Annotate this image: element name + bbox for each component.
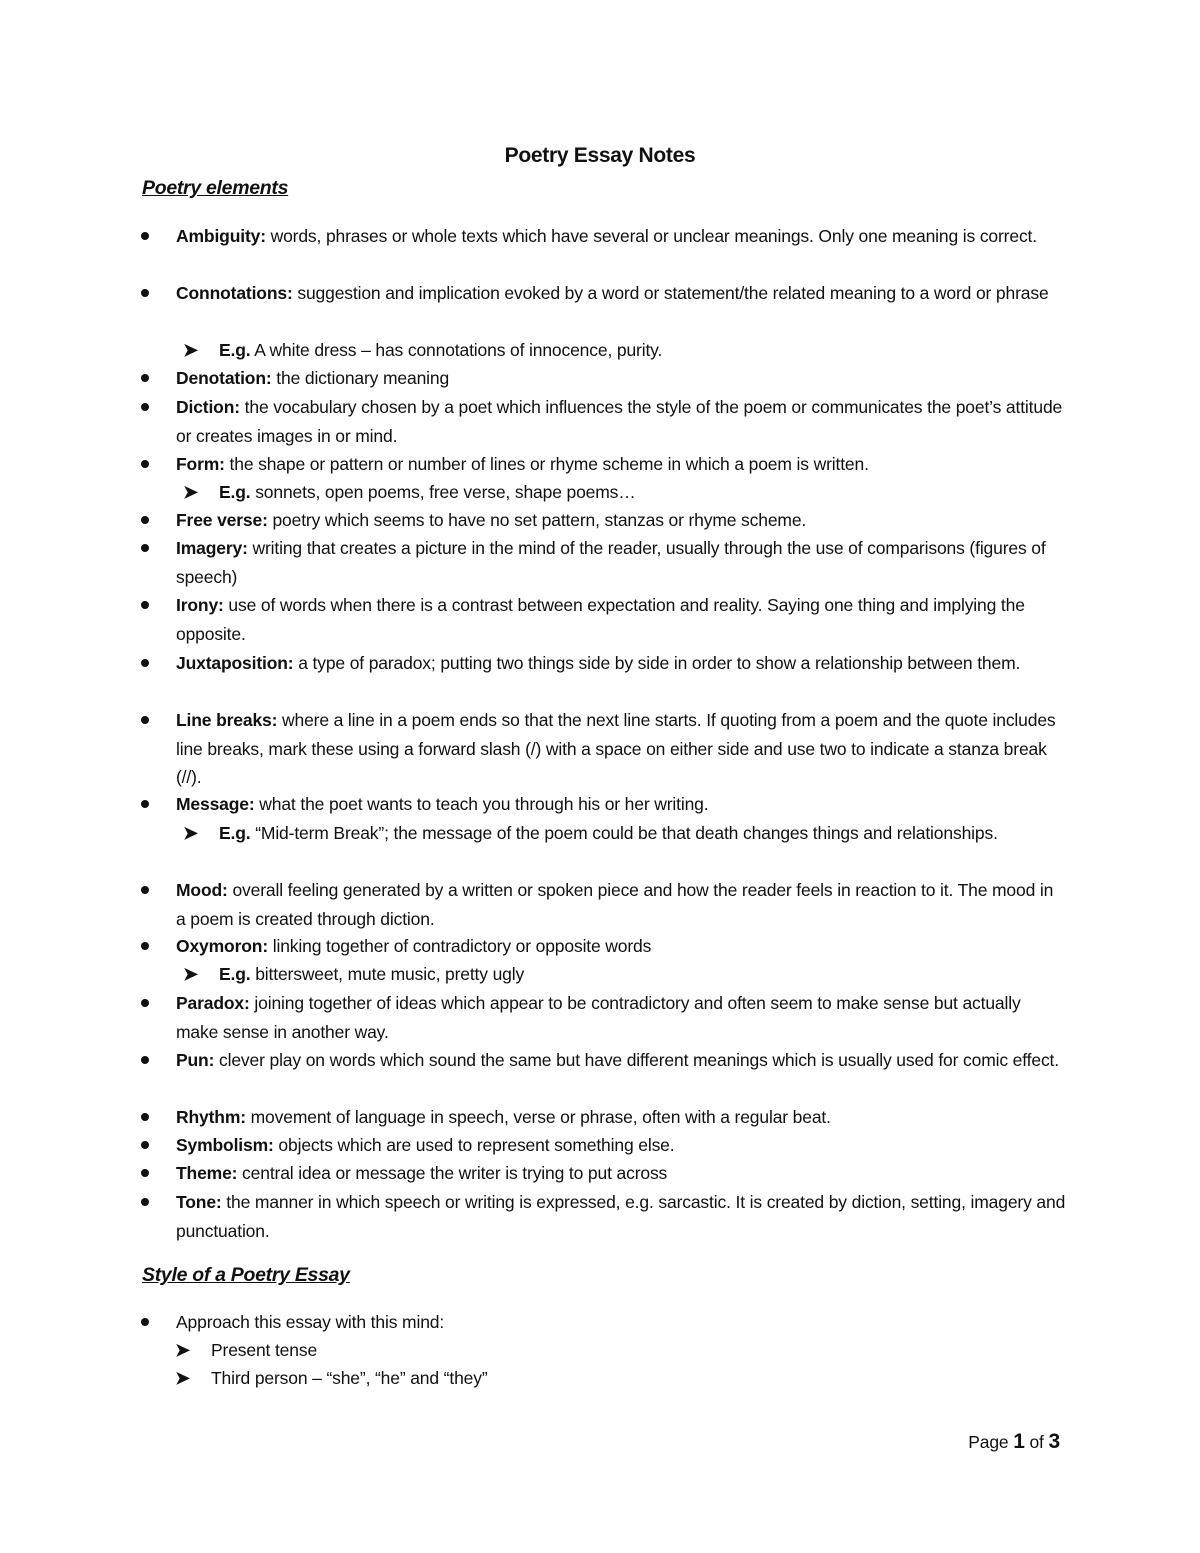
bullet-icon bbox=[141, 716, 149, 724]
term: Message: bbox=[176, 794, 255, 814]
term: Denotation: bbox=[176, 368, 272, 388]
term: E.g. bbox=[219, 823, 251, 843]
list-item bbox=[176, 1046, 1066, 1075]
page-label: Page bbox=[968, 1432, 1014, 1452]
definition: the dictionary meaning bbox=[271, 368, 450, 388]
arrow-bullet-icon: ➤ bbox=[183, 340, 198, 360]
sub-list-item bbox=[183, 819, 1059, 848]
bullet-icon bbox=[141, 403, 149, 411]
definition: sonnets, open poems, free verse, shape poems… bbox=[250, 482, 636, 502]
of-label: of bbox=[1024, 1432, 1049, 1452]
list-item-text: Approach this essay with this mind: bbox=[176, 1312, 445, 1332]
term: Line breaks: bbox=[176, 710, 278, 730]
definition: what the poet wants to teach you through his or her writing. bbox=[254, 794, 709, 814]
sub-list-item bbox=[183, 960, 1059, 989]
term: Imagery: bbox=[176, 538, 248, 558]
term: Ambiguity: bbox=[176, 226, 266, 246]
definition: overall feeling generated by a written or spoken piece and how the reader feels in reaction to it. The mood in a poem is created through diction. bbox=[176, 880, 1054, 929]
bullet-icon bbox=[141, 659, 149, 667]
term: Oxymoron: bbox=[176, 936, 268, 956]
page-number: 1 bbox=[1013, 1430, 1025, 1453]
section-heading-poetry-elements: Poetry elements bbox=[142, 177, 289, 199]
section-heading-style: Style of a Poetry Essay bbox=[142, 1264, 350, 1286]
term: Paradox: bbox=[176, 993, 250, 1013]
list-item bbox=[176, 932, 1066, 961]
bullet-icon bbox=[141, 1198, 149, 1206]
arrow-bullet-icon: ➤ bbox=[175, 1340, 190, 1360]
sub-list-item bbox=[183, 336, 1059, 365]
term: Mood: bbox=[176, 880, 228, 900]
list-item bbox=[176, 506, 1066, 535]
list-item bbox=[176, 450, 1066, 479]
bullet-icon bbox=[141, 1318, 149, 1326]
sub-list-item bbox=[175, 1336, 1051, 1365]
definition: linking together of contradictory or opposite words bbox=[268, 936, 652, 956]
list-item bbox=[176, 1159, 1066, 1188]
list-item bbox=[176, 989, 1066, 1046]
bullet-icon bbox=[141, 942, 149, 950]
definition: the shape or pattern or number of lines or rhyme scheme in which a poem is written. bbox=[224, 454, 869, 474]
list-item bbox=[176, 1188, 1066, 1245]
list-item bbox=[176, 364, 1066, 393]
definition: poetry which seems to have no set pattern, stanzas or rhyme scheme. bbox=[267, 510, 807, 530]
list-item bbox=[176, 393, 1066, 450]
definition: use of words when there is a contrast between expectation and reality. Saying one thing and implying the opposite. bbox=[176, 595, 1025, 644]
list-item bbox=[176, 534, 1066, 591]
list-item bbox=[176, 706, 1066, 792]
arrow-bullet-icon: ➤ bbox=[175, 1368, 190, 1388]
definition: the manner in which speech or writing is expressed, e.g. sarcastic. It is created by diction, setting, imagery and punctuation. bbox=[176, 1192, 1066, 1241]
bullet-icon bbox=[141, 800, 149, 808]
definition: movement of language in speech, verse or phrase, often with a regular beat. bbox=[245, 1107, 831, 1127]
term: Pun: bbox=[176, 1050, 215, 1070]
definition: words, phrases or whole texts which have several or unclear meanings. Only one meaning is correct. bbox=[265, 226, 1037, 246]
bullet-icon bbox=[141, 1141, 149, 1149]
term: Rhythm: bbox=[176, 1107, 246, 1127]
term: Tone: bbox=[176, 1192, 222, 1212]
bullet-icon bbox=[141, 886, 149, 894]
definition: A white dress – has connotations of innocence, purity. bbox=[250, 340, 663, 360]
term: Free verse: bbox=[176, 510, 268, 530]
list-item bbox=[176, 1103, 1066, 1132]
list-item bbox=[176, 790, 1066, 819]
arrow-bullet-icon: ➤ bbox=[183, 482, 198, 502]
list-item bbox=[176, 279, 1066, 308]
bullet-icon bbox=[141, 601, 149, 609]
definition: suggestion and implication evoked by a word or statement/the related meaning to a word or phrase bbox=[292, 283, 1049, 303]
bullet-icon bbox=[141, 289, 149, 297]
list-item-text: Present tense bbox=[211, 1340, 318, 1360]
term: Symbolism: bbox=[176, 1135, 274, 1155]
list-item bbox=[176, 591, 1066, 648]
definition: where a line in a poem ends so that the next line starts. If quoting from a poem and the quote includes line breaks, mark these using a forward slash (/) with a space on either side and use two to indicate a stanza break (//). bbox=[176, 710, 1056, 787]
bullet-icon bbox=[141, 1169, 149, 1177]
definition: the vocabulary chosen by a poet which influences the style of the poem or communicates the poet’s attitude or creates images in or mind. bbox=[176, 397, 1063, 446]
list-item bbox=[176, 222, 1066, 251]
definition: objects which are used to represent something else. bbox=[273, 1135, 675, 1155]
term: Form: bbox=[176, 454, 225, 474]
term: Juxtaposition: bbox=[176, 653, 294, 673]
page-total: 3 bbox=[1048, 1430, 1060, 1453]
definition: “Mid-term Break”; the message of the poem could be that death changes things and relationships. bbox=[250, 823, 998, 843]
definition: joining together of ideas which appear to be contradictory and often seem to make sense but actually make sense in another way. bbox=[176, 993, 1021, 1042]
definition: bittersweet, mute music, pretty ugly bbox=[250, 964, 525, 984]
term: Connotations: bbox=[176, 283, 293, 303]
list-item bbox=[176, 876, 1066, 933]
bullet-icon bbox=[141, 232, 149, 240]
sub-list-item bbox=[175, 1364, 1051, 1393]
bullet-icon bbox=[141, 999, 149, 1007]
bullet-icon bbox=[141, 1113, 149, 1121]
list-item bbox=[176, 1308, 1066, 1337]
arrow-bullet-icon: ➤ bbox=[183, 964, 198, 984]
sub-list-item bbox=[183, 478, 1059, 507]
list-item bbox=[176, 1131, 1066, 1160]
term: E.g. bbox=[219, 340, 251, 360]
definition: writing that creates a picture in the mind of the reader, usually through the use of comparisons (figures of speech) bbox=[176, 538, 1046, 587]
page-title: Poetry Essay Notes bbox=[504, 144, 696, 167]
definition: clever play on words which sound the same but have different meanings which is usually used for comic effect. bbox=[214, 1050, 1059, 1070]
definition: a type of paradox; putting two things side by side in order to show a relationship between them. bbox=[293, 653, 1021, 673]
page-footer bbox=[968, 1430, 1060, 1454]
term: Irony: bbox=[176, 595, 224, 615]
term: Diction: bbox=[176, 397, 240, 417]
term: E.g. bbox=[219, 482, 251, 502]
bullet-icon bbox=[141, 544, 149, 552]
list-item bbox=[176, 649, 1066, 678]
term: E.g. bbox=[219, 964, 251, 984]
term: Theme: bbox=[176, 1163, 238, 1183]
bullet-icon bbox=[141, 460, 149, 468]
bullet-icon bbox=[141, 516, 149, 524]
bullet-icon bbox=[141, 1056, 149, 1064]
definition: central idea or message the writer is trying to put across bbox=[237, 1163, 668, 1183]
arrow-bullet-icon: ➤ bbox=[183, 823, 198, 843]
list-item-text: Third person – “she”, “he” and “they” bbox=[211, 1368, 488, 1388]
bullet-icon bbox=[141, 374, 149, 382]
